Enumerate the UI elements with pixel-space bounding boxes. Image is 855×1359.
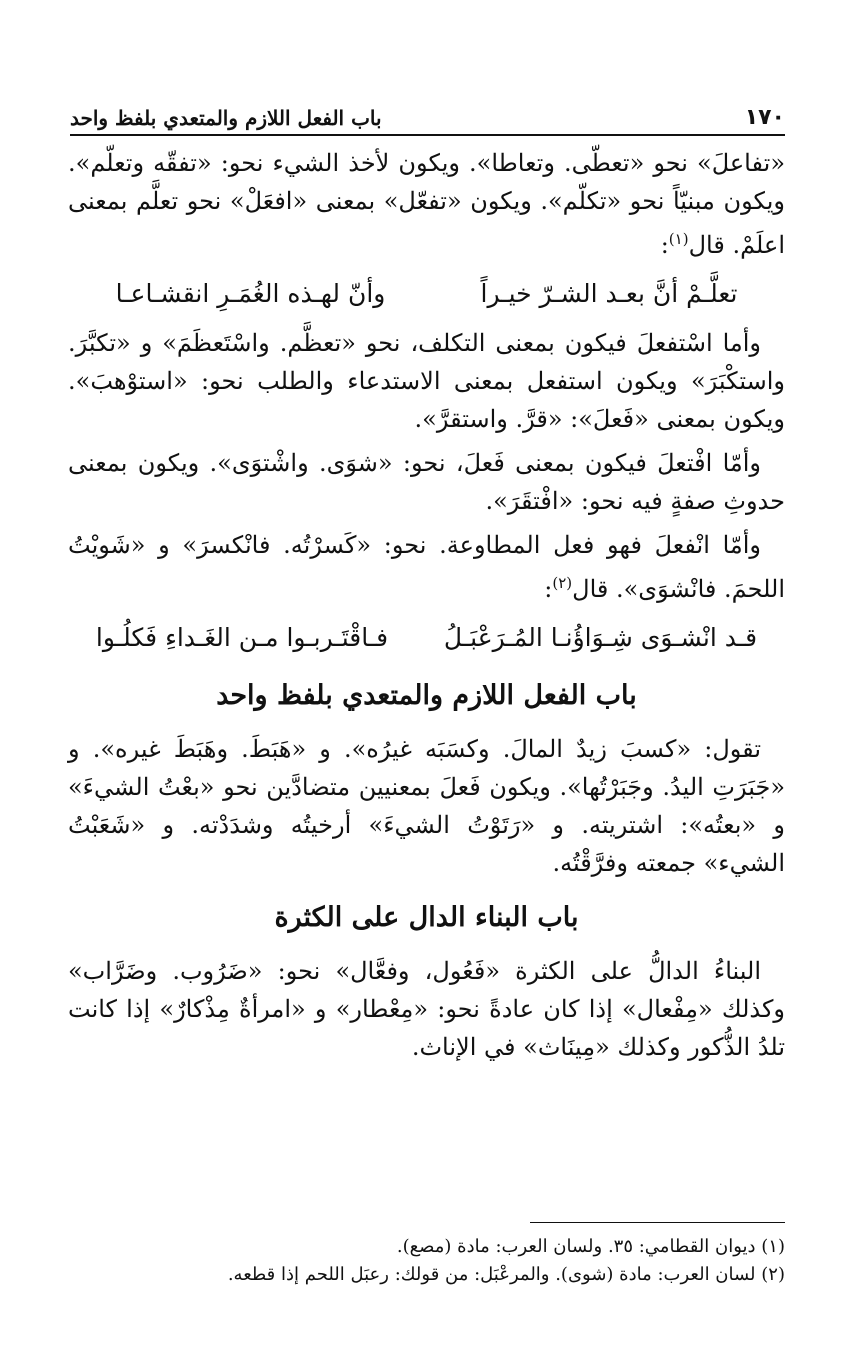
section-title-lazim-mutaaddi: باب الفعل اللازم والمتعدي بلفظ واحد [216, 680, 637, 711]
running-title: باب الفعل اللازم والمتعدي بلفظ واحد [70, 106, 382, 130]
paragraph-text: وأمّا انْفعلَ فهو فعل المطاوعة. نحو: «كَسرْتُه. فانْكسرَ» و «شَويْتُ اللحمَ. فانْشوَى». قال [68, 531, 785, 603]
paragraph-lazim-mutaaddi: تقول: «كسبَ زيدٌ المالَ. وكسَبَه غيرُه». و «هَبَطَ. وهَبَطَ غيره». و «جَبَرَتِ اليدُ. وجَبَرْتُها». ويكون فَعلَ بمعنيين متضادَّين نحو «بعْتُ الشيءَ» و «بعتُه»: اشتريته. و «رَتَوْتُ الشيءَ» أرخيتُه وشدَدْته. و «شَعَبْتُ الشيء» جمعته وفرَّقْتُه. [68, 735, 785, 877]
verse-2 [68, 616, 785, 660]
paragraph-istafala: وأما اسْتفعلَ فيكون بمعنى التكلف، نحو «تعظَّم. واسْتَعظَمَ» و «تكبَّرَ. واستكْبَرَ» ويكون استفعل بمعنى الاستدعاء والطلب نحو: «استوْهبَ». ويكون بمعنى «فَعلَ»: «قرَّ. واستقرَّ». [68, 329, 785, 433]
colon: : [660, 231, 669, 259]
footnote-2: (٢) لسان العرب: مادة (شوى). والمرعْبَل: من قولك: رعبَل اللحم إذا قطعه. [227, 1264, 785, 1285]
paragraph-iftaala: وأمّا افْتعلَ فيكون بمعنى فَعلَ، نحو: «شوَى. واشْتوَى». ويكون بمعنى حدوثِ صفةٍ فيه نحو: «افْتقَرَ». [68, 449, 785, 515]
paragraph-text: «تفاعلَ» نحو «تعطّى. وتعاطا». ويكون لأخذ الشيء نحو: «تفقّه وتعلّم». ويكون مبنيّاً نحو «تكلّم». ويكون «تفعّل» بمعنى «افعَلْ» نحو تعلَّم بمعنى اعلَمْ. [68, 149, 785, 259]
verse-2-first-hemistich: قـد انْشـوَى شِـوَاؤُنـا المُـرَعْبَـلُ [443, 623, 758, 652]
verse-1 [68, 272, 785, 316]
footnotes [68, 1222, 785, 1289]
main-text [68, 144, 785, 1072]
paragraph-kathra: البناءُ الدالُّ على الكثرة «فَعُول، وفعَّال» نحو: «ضَرُوب. وضَرَّاب» وكذلك «مِفْعال» إذا كان عادةً نحو: «مِعْطار» و «امرأةٌ مِذْكارٌ» إذا كانت تلدُ الذُّكور وكذلك «مِينَاث» في الإناث. [68, 957, 785, 1061]
verse-1-first-hemistich: تعلَّـمْ أنَّ بعـد الشـرّ خيـراً [480, 279, 738, 308]
verse-2-second-hemistich: فـاقْتَـربـوا مـن الغَـداءِ فَكلُـوا [95, 623, 389, 652]
page-number: ١٧٠ [744, 105, 785, 130]
footnote-ref-1: (١) [668, 230, 689, 248]
qala-label: قال [688, 231, 725, 259]
section-title-kathra: باب البناء الدال على الكثرة [274, 902, 579, 933]
verse-1-second-hemistich: وأنّ لهـذه الغُمَـرِ انقشـاعـا [115, 279, 386, 308]
footnote-divider [530, 1222, 785, 1223]
footnote-ref-2: (٢) [552, 574, 573, 592]
paragraph-infaala [68, 526, 785, 608]
paragraph-tafaal [68, 144, 785, 264]
colon: : [544, 575, 553, 603]
running-header [70, 96, 785, 136]
footnote-1: (١) ديوان القطامي: ٣٥. ولسان العرب: مادة (مصع). [396, 1236, 785, 1257]
